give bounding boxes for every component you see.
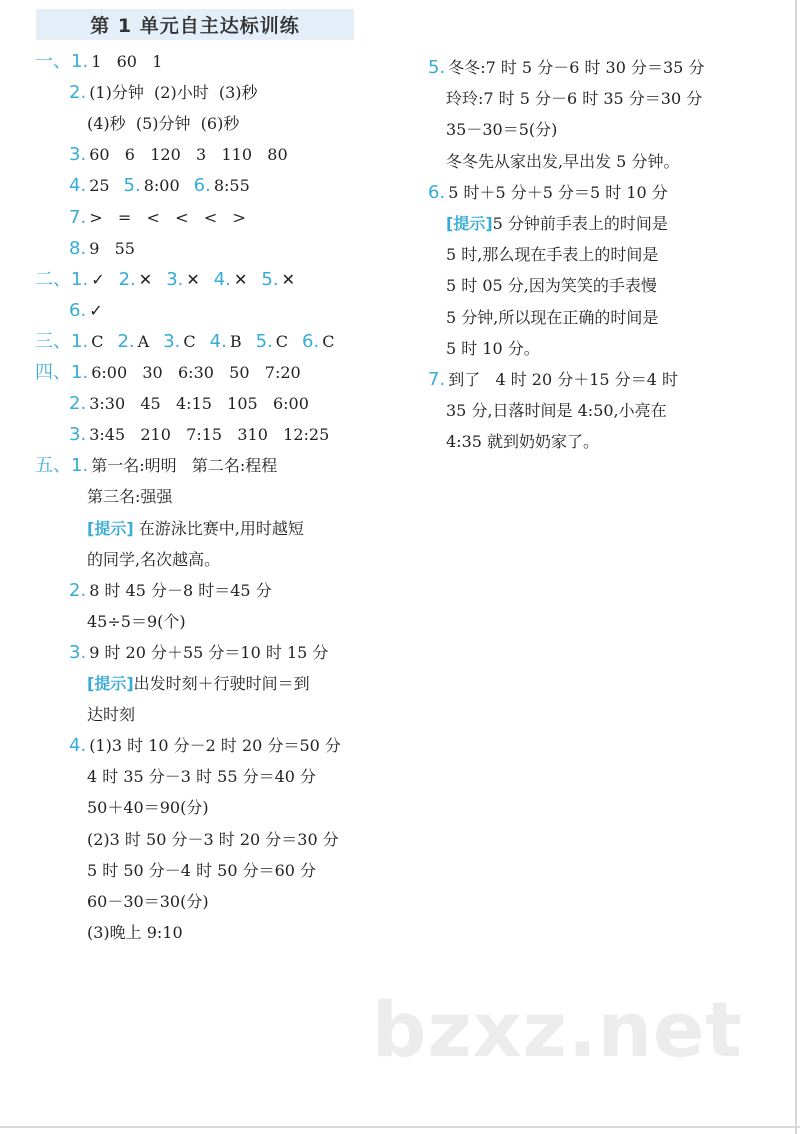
answer-text: 60 6 120 3 110 80 [89, 145, 288, 165]
answer-text: 5 分钟前手表上的时间是 [492, 214, 668, 233]
answer-line [87, 921, 183, 945]
answer-line [446, 399, 667, 423]
answer-line [446, 150, 679, 174]
answer-text: > = < < < > [89, 207, 246, 227]
title-bar [36, 9, 354, 40]
answer-text: 8:00 [143, 176, 180, 196]
page-edge-bottom [0, 1126, 800, 1128]
answer-text: 6:00 30 6:30 50 7:20 [91, 363, 301, 382]
answer-text: 到了 4 时 20 分＋15 分＝4 时 [448, 370, 678, 389]
section-label: 五、 [35, 455, 71, 477]
answer-line [69, 579, 272, 603]
answer-text: 达时刻 [87, 705, 136, 725]
answer-text: 4:35 就到奶奶家了。 [446, 432, 600, 452]
question-number: 2. [69, 579, 87, 601]
answer-text: 冬冬:7 时 5 分－6 时 30 分＝35 分 [448, 58, 705, 77]
question-number: 5. [428, 57, 446, 78]
answer-text: 60－30＝30(分) [87, 891, 209, 911]
question-number: 6. [428, 181, 446, 203]
question-number: 2. [118, 268, 136, 290]
answer-text: (2)3 时 50 分－3 时 20 分＝30 分 [87, 829, 339, 849]
answer-text: ✕ [186, 269, 200, 289]
answer-line [35, 330, 334, 354]
question-number: 1. [71, 362, 89, 383]
answer-line [87, 890, 209, 914]
answer-line [446, 430, 599, 454]
watermark: bzxz.net [372, 985, 743, 1074]
answer-line [69, 143, 288, 167]
section-label: 四、 [35, 362, 71, 383]
answer-line [428, 181, 668, 205]
answer-line [87, 485, 172, 509]
question-number: 4. [69, 175, 87, 197]
question-number: 2. [117, 330, 135, 352]
answer-line [87, 112, 239, 136]
question-number: 3. [166, 268, 184, 290]
answer-text: (1)3 时 10 分－2 时 20 分＝50 分 [89, 736, 341, 756]
question-number: 3. [69, 424, 87, 446]
answer-line [87, 796, 209, 820]
answer-text: 35－30＝5(分) [446, 120, 558, 140]
answer-text: 3:45 210 7:15 310 12:25 [89, 425, 330, 445]
answer-line [35, 361, 301, 385]
answer-line [87, 703, 135, 727]
answer-text: 第三名:强强 [87, 487, 173, 507]
question-number: 6. [193, 175, 211, 197]
answer-line [35, 50, 162, 74]
question-number: 4. [209, 330, 227, 352]
question-number: 5. [261, 268, 279, 290]
answer-text: 5 时 05 分,因为笑笑的手表慢 [446, 276, 657, 296]
answer-line [69, 299, 103, 323]
answer-text: 4 时 35 分－3 时 55 分＝40 分 [87, 767, 317, 787]
question-number: 5. [255, 330, 273, 352]
question-number: 7. [69, 206, 87, 228]
answer-text: 的同学,名次越高。 [87, 549, 221, 569]
question-number: 6. [302, 330, 320, 352]
answer-text: B [229, 331, 242, 351]
answer-line [35, 454, 277, 478]
answer-line [87, 765, 316, 789]
answer-text: 5 时,那么现在手表上的时间是 [446, 245, 659, 265]
answer-text: 5 分钟,所以现在正确的时间是 [446, 307, 659, 327]
answer-line [87, 859, 316, 883]
question-number: 7. [428, 369, 446, 390]
section-label: 二、 [35, 268, 71, 290]
question-number: 4. [213, 268, 231, 290]
answer-line [69, 392, 309, 416]
answer-line [446, 274, 657, 298]
answer-line [446, 306, 658, 330]
answer-line [428, 56, 704, 80]
answer-text: 8:55 [213, 176, 250, 196]
answer-line [69, 423, 329, 447]
answer-text: 50＋40＝90(分) [87, 798, 209, 818]
answer-text: 冬冬先从家出发,早出发 5 分钟。 [446, 151, 680, 171]
answer-line [87, 517, 304, 541]
section-label: 三、 [35, 330, 71, 352]
answer-text: (3)晚上 9:10 [87, 922, 183, 942]
answer-line [69, 81, 258, 105]
answer-text: C [322, 331, 335, 351]
answer-line [69, 174, 250, 198]
answer-text: C [275, 331, 289, 351]
answer-line [69, 641, 328, 665]
answer-text: 5 时 10 分。 [446, 338, 540, 358]
answer-text: ✓ [91, 269, 105, 289]
answer-line [69, 734, 341, 758]
answer-line [87, 828, 339, 852]
question-number: 6. [69, 299, 87, 321]
answer-text: 在游泳比赛中,用时越短 [133, 518, 304, 538]
answer-text: 8 时 45 分－8 时＝45 分 [89, 580, 272, 600]
question-number: 2. [69, 393, 87, 415]
answer-text: ✕ [233, 269, 248, 289]
answer-line [87, 672, 310, 696]
question-number: 1. [71, 455, 89, 477]
question-number: 1. [71, 330, 89, 352]
answer-line [446, 337, 540, 361]
answer-text: (1)分钟 (2)小时 (3)秒 [89, 83, 258, 103]
answer-line [35, 268, 295, 292]
question-number: 3. [69, 144, 87, 166]
answer-line [446, 87, 702, 111]
answer-text: 5 时＋5 分＋5 分＝5 时 10 分 [448, 182, 668, 202]
question-number: 1. [71, 51, 89, 72]
answer-line [69, 237, 135, 261]
answer-text: ✕ [281, 269, 295, 289]
hint-label: [提示] [87, 518, 134, 538]
answer-text: 第一名:明明 第二名:程程 [91, 456, 278, 476]
answer-text: 25 [89, 176, 110, 196]
answer-line [428, 368, 678, 392]
question-number: 4. [69, 735, 87, 757]
answer-line [69, 206, 246, 230]
answer-line [446, 118, 557, 142]
hint-label: [提示] [87, 674, 134, 693]
answer-text: ✕ [138, 269, 153, 289]
answer-line [446, 212, 668, 236]
answer-text: 35 分,日落时间是 4:50,小亮在 [446, 401, 667, 421]
answer-text: 45÷5＝9(个) [87, 611, 186, 631]
answer-text: C [183, 331, 196, 351]
answer-text: 出发时刻＋行驶时间＝到 [133, 674, 310, 693]
answer-text: ✓ [89, 300, 103, 320]
answer-text: 9 55 [89, 238, 135, 258]
answer-text: A [137, 331, 150, 351]
question-number: 3. [163, 330, 181, 352]
answer-text: 玲玲:7 时 5 分－6 时 35 分＝30 分 [446, 89, 703, 109]
question-number: 2. [69, 82, 87, 104]
page-edge-right [795, 0, 797, 1134]
section-label: 一、 [35, 51, 71, 72]
answer-text: 3:30 45 4:15 105 6:00 [89, 394, 309, 414]
question-number: 8. [69, 237, 87, 259]
answer-text: 9 时 20 分＋55 分＝10 时 15 分 [89, 642, 329, 662]
question-number: 1. [71, 268, 89, 290]
question-number: 3. [69, 641, 87, 663]
page-title: 第 1 单元自主达标训练 [90, 15, 300, 37]
answer-text: (4)秒 (5)分钟 (6)秒 [87, 114, 240, 134]
answer-line [446, 243, 658, 267]
answer-text: 1 60 1 [91, 52, 163, 71]
answer-line [87, 548, 220, 572]
question-number: 5. [123, 175, 141, 197]
hint-label: [提示] [446, 214, 493, 233]
answer-line [87, 610, 186, 634]
answer-text: 5 时 50 分－4 时 50 分＝60 分 [87, 860, 317, 880]
answer-text: C [91, 331, 104, 351]
